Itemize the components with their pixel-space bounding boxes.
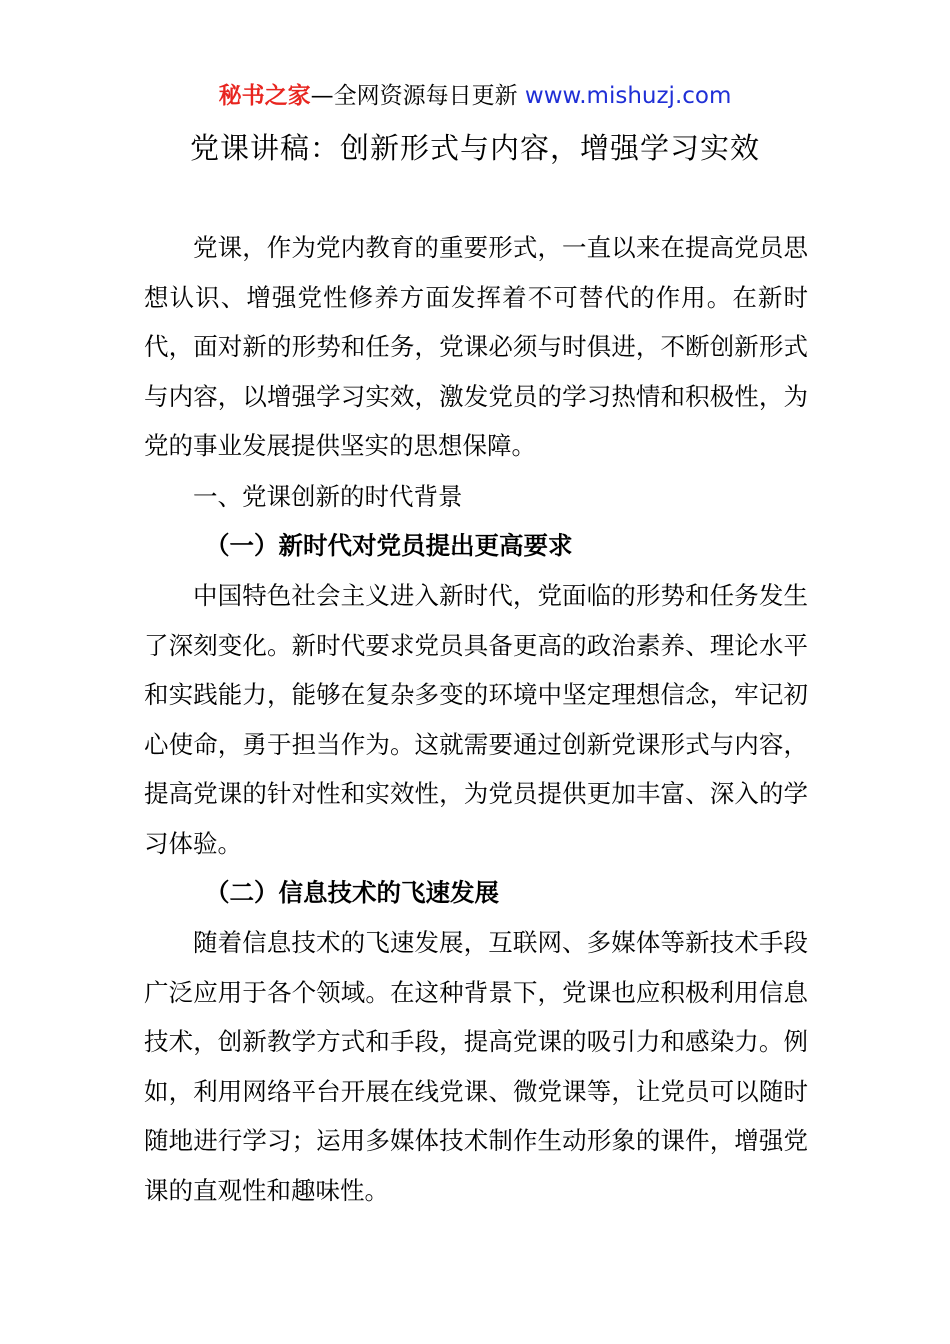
document-title: 党课讲稿：创新形式与内容，增强学习实效 [189,131,760,165]
subsection-heading-2: （二）信息技术的飞速发展 [205,878,499,907]
subsection-1-paragraph: 中国特色社会主义进入新时代，党面临的形势和任务发生了深刻变化。新时代要求党员具备更高的政治素养、理论水平和实践能力，能够在复杂多变的环境中坚定理想信念，牢记初心使命，勇于担当作为。这就需要通过创新党课形式与内容，提高党课的针对性和实效性，为党员提供更加丰富、深入的学习体验。 [144,581,808,858]
subsection-heading-1: （一）新时代对党员提出更高要求 [205,531,573,560]
section-heading-1: 一、党课创新的时代背景 [193,482,463,511]
site-header [0,80,950,112]
brand-name: 秘书之家 [218,83,311,109]
subsection-2-paragraph: 随着信息技术的飞速发展，互联网、多媒体等新技术手段广泛应用于各个领域。在这种背景下，党课也应积极利用信息技术，创新教学方式和手段，提高党课的吸引力和感染力。例如，利用网络平台开展在线党课、微党课等，让党员可以随时随地进行学习；运用多媒体技术制作生动形象的课件，增强党课的直观性和趣味性。 [144,928,808,1205]
intro-paragraph: 党课，作为党内教育的重要形式，一直以来在提高党员思想认识、增强党性修养方面发挥着不可替代的作用。在新时代，面对新的形势和任务，党课必须与时俱进，不断创新形式与内容，以增强学习实效，激发党员的学习热情和积极性，为党的事业发展提供坚实的思想保障。 [144,233,808,460]
site-url-link[interactable]: www.mishuzj.com [524,83,732,109]
header-tagline: —全网资源每日更新 [310,83,525,109]
